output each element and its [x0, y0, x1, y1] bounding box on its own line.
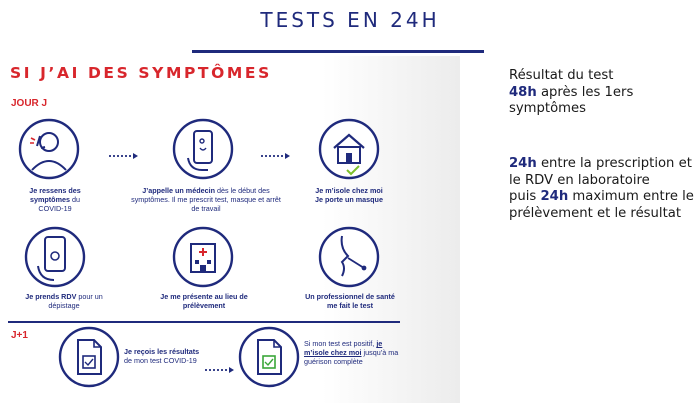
- step-1-caption: Je ressens des symptômes du COVID-19: [29, 186, 81, 213]
- arrow-step-2: [260, 152, 292, 160]
- step-2-caption: J’appelle un médecin dès le début des symptômes. Il me prescrit test, masque et arrêt de travail: [131, 186, 281, 213]
- hospital-building-icon: [172, 226, 234, 288]
- step-5-caption: Je me présente au lieu de prélèvement: [160, 292, 248, 310]
- result-timing-text: Résultat du test 48h après les 1ers symptômes: [509, 68, 634, 117]
- arrow-step-7: [204, 366, 236, 374]
- step-3-caption: Je m’isole chez moi Je porte un masque: [315, 186, 383, 204]
- day-j-label: JOUR J: [11, 98, 48, 109]
- step-6-caption: Un professionnel de santé me fait le test: [305, 292, 395, 310]
- page-title: TESTS EN 24H: [260, 8, 440, 32]
- delay-breakdown-text: 24h entre la prescription et le RDV en laboratoire puis 24h maximum entre le prélèvement et le résultat: [509, 156, 694, 221]
- step-4-caption: Je prends RDV pour un dépistage: [25, 292, 103, 310]
- day-j1-label: J+1: [11, 330, 28, 341]
- step-7-caption: Je reçois les résultats de mon test COVID-19: [124, 347, 200, 365]
- phone-appointment-icon: [24, 226, 86, 288]
- phone-doctor-icon: [172, 118, 234, 180]
- arrow-step-1: [108, 152, 140, 160]
- step-8-caption: Si mon test est positif, je m’isole chez moi jusqu’à ma guérison complète: [304, 339, 399, 366]
- test-document-icon: [58, 326, 120, 388]
- title-underline: [192, 50, 484, 53]
- house-check-icon: [318, 118, 380, 180]
- positive-document-icon: [238, 326, 300, 388]
- day-divider: [8, 321, 400, 323]
- person-symptoms-icon: [18, 118, 80, 180]
- nasal-swab-icon: [318, 226, 380, 288]
- symptoms-heading: SI J’AI DES SYMPTÔMES: [10, 64, 272, 82]
